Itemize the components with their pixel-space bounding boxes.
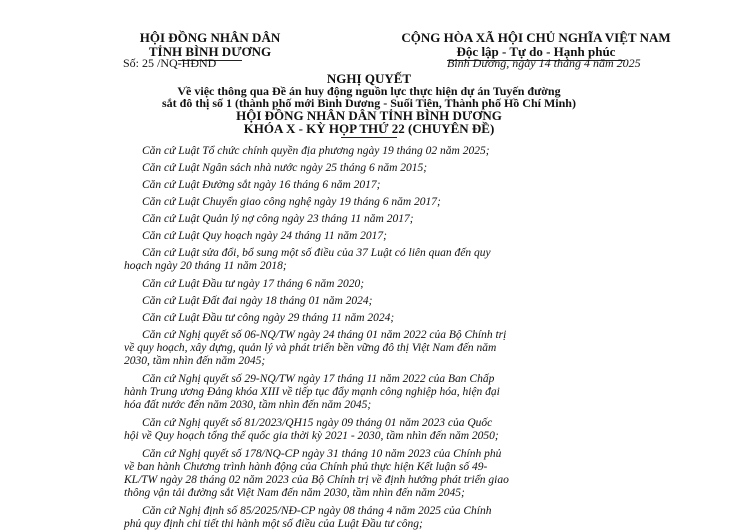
- body-line: Căn cứ Luật Đầu tư ngày 17 tháng 6 năm 2020;: [142, 278, 365, 290]
- country-name: CỘNG HÒA XÃ HỘI CHỦ NGHĨA VIỆT NAM: [401, 30, 671, 45]
- body-line: Căn cứ Nghị quyết số 29-NQ/TW ngày 17 tháng 11 năm 2022 của Ban Chấp: [142, 373, 495, 385]
- body-line: Căn cứ Luật Đất đai ngày 18 tháng 01 năm 2024;: [142, 295, 373, 307]
- issuer-name: HỘI ĐỒNG NHÂN DÂN: [139, 30, 281, 45]
- body-line: Căn cứ Luật sửa đổi, bổ sung một số điều của 37 Luật có liên quan đến quy: [142, 247, 491, 259]
- body-line: hóa đất nước đến năm 2030, tầm nhìn đến năm 2045;: [124, 399, 372, 411]
- body-line: Căn cứ Luật Tổ chức chính quyền địa phương ngày 19 tháng 02 năm 2025;: [142, 145, 490, 157]
- body-line: hội về Quy hoạch tổng thể quốc gia thời kỳ 2021 - 2030, tầm nhìn đến năm 2050;: [124, 430, 499, 442]
- body-line: 2030, tầm nhìn đến năm 2045;: [124, 355, 266, 367]
- body-line: thông vận tải đường sắt Việt Nam đến năm 2030, tầm nhìn đến năm 2045;: [124, 487, 465, 499]
- council-underline: [341, 137, 397, 138]
- subject-line: Về việc thông qua Đề án huy động nguồn lực thực hiện dự án Tuyến đường: [177, 84, 561, 98]
- document-number: Số: 25 /NQ-HĐND: [123, 56, 217, 70]
- council-line: KHÓA X - KỲ HỌP THỨ 22 (CHUYÊN ĐỀ): [243, 121, 495, 136]
- issuer-province: TỈNH BÌNH DƯƠNG: [148, 44, 272, 59]
- document-subject: [0, 85, 738, 109]
- body-line: Căn cứ Nghị quyết số 06-NQ/TW ngày 24 tháng 01 năm 2022 của Bộ Chính trị: [142, 329, 507, 341]
- national-motto: Độc lập - Tự do - Hạnh phúc: [456, 44, 616, 59]
- document-title: NGHỊ QUYẾT: [326, 71, 412, 86]
- body-line: Căn cứ Luật Chuyển giao công nghệ ngày 19 tháng 6 năm 2017;: [142, 196, 441, 208]
- body-line: về ban hành Chương trình hành động của Chính phủ thực hiện Kết luận số 49-: [124, 461, 488, 473]
- body-line: về quy hoạch, xây dựng, quản lý và phát triển bền vững đô thị Việt Nam đến năm: [124, 342, 497, 354]
- body-line: Căn cứ Luật Đầu tư công ngày 29 tháng 11 năm 2024;: [142, 312, 395, 324]
- body-line: Căn cứ Nghị quyết số 81/2023/QH15 ngày 09 tháng 01 năm 2023 của Quốc: [142, 417, 493, 429]
- body-line: Căn cứ Luật Quản lý nợ công ngày 23 tháng 11 năm 2017;: [142, 213, 414, 225]
- body-line: phủ quy định chi tiết thi hành một số điều của Luật Đầu tư công;: [124, 518, 423, 530]
- body-line: Căn cứ Nghị định số 85/2025/NĐ-CP ngày 08 tháng 4 năm 2025 của Chính: [142, 505, 492, 517]
- council-line: HỘI ĐỒNG NHÂN DÂN TỈNH BÌNH DƯƠNG: [236, 108, 502, 123]
- body-line: hoạch ngày 20 tháng 11 năm 2018;: [124, 260, 287, 272]
- body-line: Căn cứ Luật Quy hoạch ngày 24 tháng 11 năm 2017;: [142, 230, 387, 242]
- body-line: Căn cứ Nghị quyết số 178/NQ-CP ngày 31 tháng 10 năm 2023 của Chính phủ: [142, 448, 502, 460]
- subject-line: sắt đô thị số 1 (thành phố mới Bình Dương - Suối Tiên, Thành phố Hồ Chí Minh): [162, 96, 576, 110]
- body-line: hành Trung ương Đảng khóa XIII về tiếp tục đẩy mạnh công nghiệp hóa, hiện đại: [124, 386, 500, 398]
- body-line: KL/TW ngày 28 tháng 02 năm 2023 của Bộ Chính trị về định hướng phát triển giao: [124, 474, 509, 486]
- body-line: Căn cứ Luật Đường sắt ngày 16 tháng 6 năm 2017;: [142, 179, 381, 191]
- body-line: Căn cứ Luật Ngân sách nhà nước ngày 25 tháng 6 năm 2015;: [142, 162, 428, 174]
- issue-date: Bình Dương, ngày 14 tháng 4 năm 2025: [447, 56, 641, 70]
- council-heading: [0, 109, 738, 135]
